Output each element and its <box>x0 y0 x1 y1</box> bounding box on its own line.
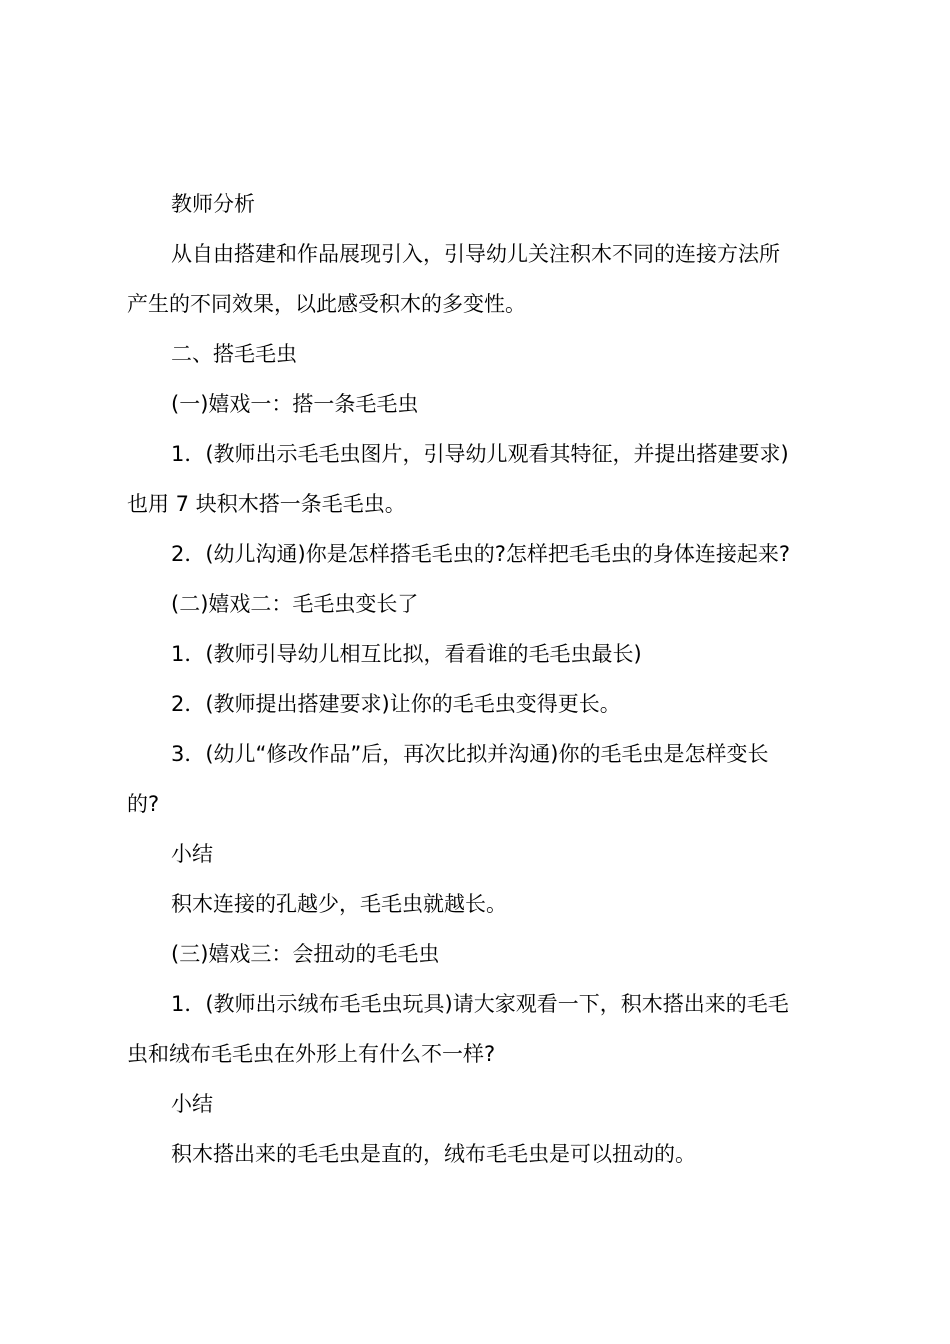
summary-heading: 小结 <box>171 842 213 866</box>
subsection-heading: (一)嬉戏一：搭一条毛毛虫 <box>171 392 419 416</box>
section-heading-teacher-analysis: 教师分析 <box>171 192 255 216</box>
list-item: 3．(幼儿“修改作品”后，再次比拟并沟通)你的毛毛虫是怎样变长 <box>171 742 769 766</box>
subsection-heading: (二)嬉戏二：毛毛虫变长了 <box>171 592 419 616</box>
list-item-continuation: 也用 7 块积木搭一条毛毛虫。 <box>127 492 406 516</box>
list-item: 1．(教师引导幼儿相互比拟，看看谁的毛毛虫最长) <box>171 642 642 666</box>
list-item: 1．(教师出示毛毛虫图片，引导幼儿观看其特征，并提出搭建要求) <box>171 442 789 466</box>
list-item: 2．(幼儿沟通)你是怎样搭毛毛虫的?怎样把毛毛虫的身体连接起来? <box>171 542 791 566</box>
list-item-continuation: 的? <box>127 792 160 816</box>
summary-text: 积木连接的孔越少，毛毛虫就越长。 <box>171 892 507 916</box>
paragraph-line: 产生的不同效果，以此感受积木的多变性。 <box>127 292 526 316</box>
paragraph-line: 从自由搭建和作品展现引入，引导幼儿关注积木不同的连接方法所 <box>171 242 780 266</box>
summary-heading: 小结 <box>171 1092 213 1116</box>
list-item-continuation: 虫和绒布毛毛虫在外形上有什么不一样? <box>127 1042 496 1066</box>
summary-text: 积木搭出来的毛毛虫是直的，绒布毛毛虫是可以扭动的。 <box>171 1142 696 1166</box>
subsection-heading: (三)嬉戏三：会扭动的毛毛虫 <box>171 942 440 966</box>
section-heading: 二、搭毛毛虫 <box>171 342 297 366</box>
list-item: 1．(教师出示绒布毛毛虫玩具)请大家观看一下，积木搭出来的毛毛 <box>171 992 789 1016</box>
list-item: 2．(教师提出搭建要求)让你的毛毛虫变得更长。 <box>171 692 621 716</box>
